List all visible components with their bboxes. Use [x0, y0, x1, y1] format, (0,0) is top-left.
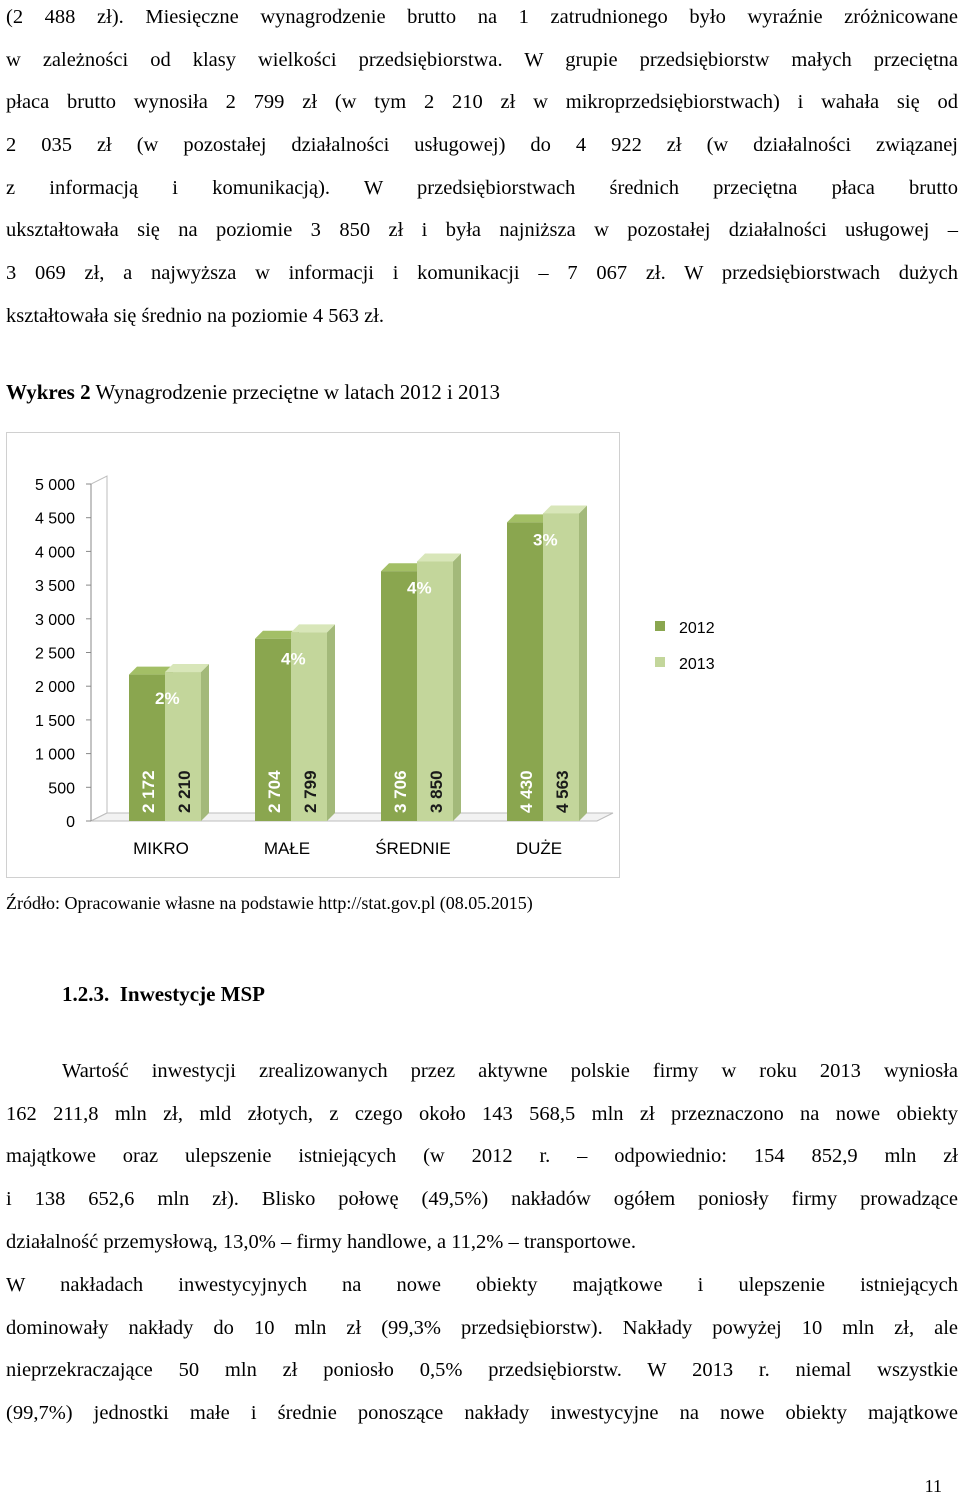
y-tick-label: 2 500 [34, 645, 75, 663]
top-paragraph [6, 0, 958, 338]
text-line: (2 488 zł). Miesięczne wynagrodzenie brutto na 1 zatrudnionego było wyraźnie zróżnicowane [6, 6, 958, 28]
text-line: Wartość inwestycji zrealizowanych przez aktywne polskie firmy w roku 2013 wyniosła [62, 1060, 958, 1082]
bar-value-label: 2 799 [301, 770, 320, 813]
y-tick-label: 500 [48, 780, 75, 798]
figure-caption [6, 380, 500, 405]
bar-side [453, 554, 461, 821]
text-line: (99,7%) jednostki małe i średnie ponoszące nakłady inwestycyjne na nowe obiekty majątkowe [6, 1402, 958, 1425]
legend-swatch [655, 657, 665, 667]
legend-swatch [655, 621, 665, 631]
bar-chart [7, 433, 715, 877]
growth-label: 2% [155, 689, 180, 709]
y-tick-label: 3 500 [34, 578, 75, 596]
y-tick-label: 1 500 [34, 712, 75, 730]
y-tick-label: 4 000 [34, 544, 75, 562]
bar-side [579, 505, 587, 821]
bar-side [201, 664, 209, 821]
text-line: 2 035 zł (w pozostałej działalności usługowej) do 4 922 zł (w działalności związanej [6, 134, 958, 157]
text-line: płaca brutto wynosiła 2 799 zł (w tym 2 210 zł w mikroprzedsiębiorstwach) i wahała się od [6, 91, 958, 114]
source-note: Źródło: Opracowanie własne na podstawie http://stat.gov.pl (08.05.2015) [6, 893, 533, 913]
growth-label: 4% [281, 649, 306, 669]
body-paragraph-2 [6, 1264, 958, 1435]
text-line: W nakładach inwestycyjnych na nowe obiekty majątkowe i ulepszenie istniejących [6, 1274, 958, 1296]
page-number: 11 [924, 1476, 942, 1496]
text-line: ukształtowała się na poziomie 3 850 zł i była najniższa w pozostałej działalności usługowej – [6, 219, 958, 242]
bar-value-label: 4 563 [553, 770, 572, 813]
y-tick-label: 3 000 [34, 611, 75, 629]
y-tick-label: 4 500 [34, 510, 75, 528]
legend-label: 2013 [679, 656, 715, 673]
x-category-label: MIKRO [133, 839, 189, 858]
axis-wall [91, 476, 107, 821]
growth-label: 3% [533, 530, 558, 550]
text-line: dominowały nakłady do 10 mln zł (99,3% przedsiębiorstw). Nakłady powyżej 10 mln zł, ale [6, 1316, 958, 1339]
section-heading: 1.2.3. Inwestycje MSP [62, 982, 265, 1006]
text-line: 3 069 zł, a najwyższa w informacji i komunikacji – 7 067 zł. W przedsiębiorstwach dużych [6, 262, 958, 285]
text-line: kształtowała się średnio na poziomie 4 563 zł. [6, 304, 385, 327]
text-line: działalność przemysłową, 13,0% – firmy handlowe, a 11,2% – transportowe. [6, 1230, 637, 1253]
bar-value-label: 2 704 [265, 770, 284, 813]
bar-value-label: 3 706 [391, 770, 410, 813]
text-line: z informacją i komunikacją). W przedsiębiorstwach średnich przeciętna płaca brutto [6, 176, 958, 199]
y-tick-label: 0 [66, 814, 75, 831]
x-category-label: MAŁE [263, 839, 311, 858]
text-line: 162 211,8 mln zł, mld złotych, z czego około 143 568,5 mln zł przeznaczono na nowe obiekty [6, 1102, 958, 1125]
legend-label: 2012 [679, 620, 715, 637]
bar-value-label: 3 850 [427, 770, 446, 813]
growth-label: 4% [407, 578, 432, 598]
text-line: w zależności od klasy wielkości przedsiębiorstwa. W grupie przedsiębiorstw małych przeciętna [6, 48, 958, 71]
x-category-label: DUŻE [515, 839, 563, 858]
bar-value-label: 4 430 [517, 770, 536, 813]
chart-frame [6, 432, 715, 878]
y-tick-label: 2 000 [34, 679, 75, 697]
figure-caption-label: Wykres 2 [6, 380, 91, 404]
text-line: i 138 652,6 mln zł). Blisko połowę (49,5%) nakładów ogółem poniosły firmy prowadzące [6, 1188, 958, 1211]
bar-side [327, 624, 335, 821]
bar-value-label: 2 172 [139, 770, 158, 813]
body-paragraph-1 [6, 1050, 958, 1263]
text-line: nieprzekraczające 50 mln zł poniosło 0,5% przedsiębiorstw. W 2013 r. niemal wszystkie [6, 1359, 958, 1382]
text-line: majątkowe oraz ulepszenie istniejących (w 2012 r. – odpowiednio: 154 852,9 mln zł [6, 1145, 958, 1168]
y-tick-label: 5 000 [34, 477, 75, 494]
y-tick-label: 1 000 [34, 746, 75, 764]
x-category-label: ŚREDNIE [375, 839, 451, 858]
bar-value-label: 2 210 [175, 770, 194, 813]
figure-caption-text: Wynagrodzenie przeciętne w latach 2012 i 2013 [95, 380, 501, 404]
